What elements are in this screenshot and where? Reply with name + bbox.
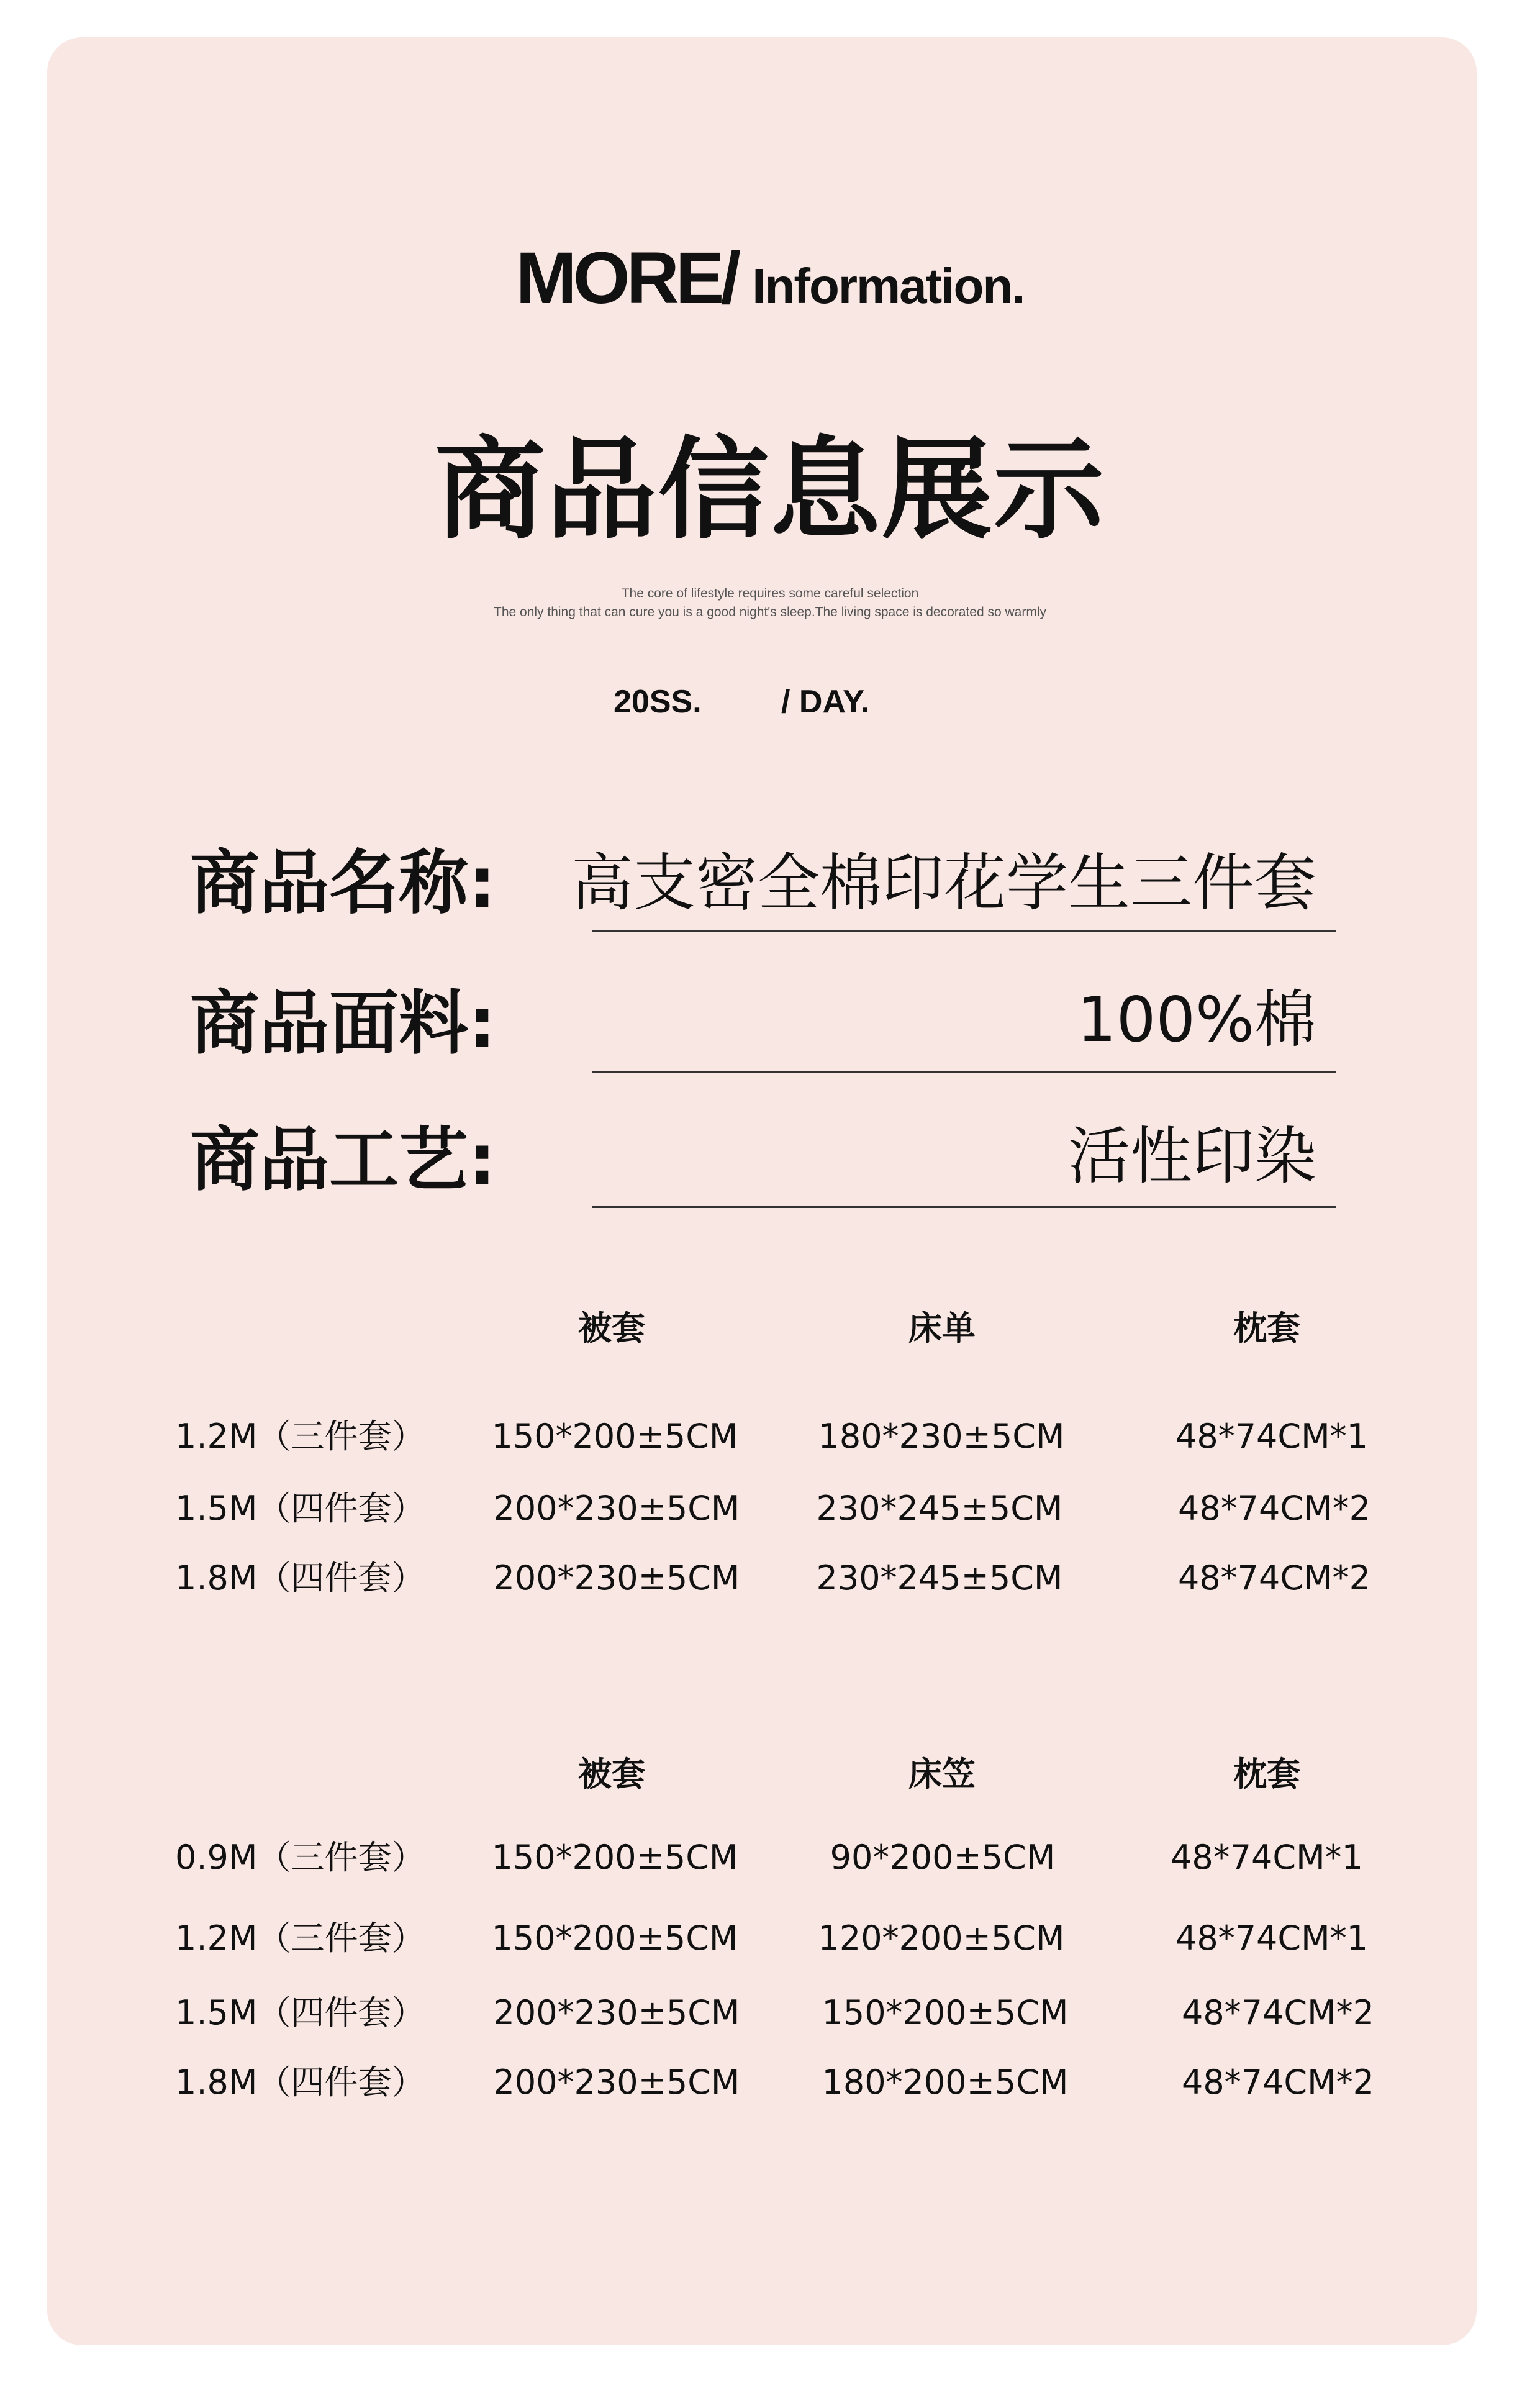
table-cell-duvet: 200*230±5CM xyxy=(493,1489,740,1528)
table-cell-pillow: 48*74CM*2 xyxy=(1177,1558,1371,1597)
table-row-size: 0.9M（三件套） xyxy=(175,1838,425,1877)
tagline-line-2: The only thing that can cure you is a good night's sleep.The living space is decorated so warmly xyxy=(494,605,1046,619)
table-cell-fitted-sheet: 150*200±5CM xyxy=(822,1993,1069,2032)
product-craft-underline xyxy=(592,1206,1336,1208)
page-title: 商品信息展示 xyxy=(435,425,1105,554)
table-header-pillow: 枕套 xyxy=(1233,1309,1300,1348)
product-name-label: 商品名称: xyxy=(190,843,496,924)
table-cell-pillow: 48*74CM*2 xyxy=(1177,1489,1371,1528)
table-cell-fitted-sheet: 90*200±5CM xyxy=(830,1838,1056,1877)
product-name-value: 高支密全棉印花学生三件套 xyxy=(571,847,1316,919)
table-cell-duvet: 200*230±5CM xyxy=(493,1558,740,1597)
product-fabric-label: 商品面料: xyxy=(190,983,496,1064)
table-cell-fitted-sheet: 180*200±5CM xyxy=(822,2063,1069,2102)
product-fabric-value: 100%棉 xyxy=(1077,983,1316,1056)
table-cell-pillow: 48*74CM*2 xyxy=(1181,1993,1375,2032)
table-cell-duvet: 200*230±5CM xyxy=(493,1993,740,2032)
product-craft-label: 商品工艺: xyxy=(190,1120,496,1201)
table-header-duvet: 被套 xyxy=(578,1755,645,1794)
table-header-fitted-sheet: 床笠 xyxy=(908,1755,976,1794)
table-cell-duvet: 200*230±5CM xyxy=(493,2063,740,2102)
product-name-underline xyxy=(592,930,1336,932)
tagline-line-1: The core of lifestyle requires some careful selection xyxy=(621,586,919,601)
more-heading-sub: Information. xyxy=(752,258,1025,314)
table-cell-sheet: 230*245±5CM xyxy=(816,1558,1063,1597)
table-cell-pillow: 48*74CM*1 xyxy=(1170,1838,1364,1877)
table-cell-duvet: 150*200±5CM xyxy=(491,1417,738,1456)
table-row-size: 1.5M（四件套） xyxy=(175,1993,425,2032)
table-cell-pillow: 48*74CM*2 xyxy=(1181,2063,1375,2102)
table-row-size: 1.2M（三件套） xyxy=(175,1417,425,1456)
table-row-size: 1.8M（四件套） xyxy=(175,2063,425,2102)
table-header-pillow: 枕套 xyxy=(1233,1755,1300,1794)
table-cell-fitted-sheet: 120*200±5CM xyxy=(818,1919,1065,1958)
table-cell-sheet: 180*230±5CM xyxy=(818,1417,1065,1456)
table-cell-pillow: 48*74CM*1 xyxy=(1175,1417,1369,1456)
table-header-duvet: 被套 xyxy=(578,1309,645,1348)
table-row-size: 1.2M（三件套） xyxy=(175,1919,425,1958)
more-information-heading xyxy=(0,236,1540,320)
table-cell-duvet: 150*200±5CM xyxy=(491,1838,738,1877)
table-header-sheet: 床单 xyxy=(908,1309,976,1348)
table-row-size: 1.5M（四件套） xyxy=(175,1489,425,1528)
product-fabric-underline xyxy=(592,1071,1336,1073)
table-cell-duvet: 150*200±5CM xyxy=(491,1919,738,1958)
season-label: 20SS. xyxy=(614,684,702,720)
table-row-size: 1.8M（四件套） xyxy=(175,1558,425,1597)
table-cell-pillow: 48*74CM*1 xyxy=(1175,1919,1369,1958)
day-label: / DAY. xyxy=(781,684,870,720)
product-craft-value: 活性印染 xyxy=(1068,1120,1316,1192)
table-cell-sheet: 230*245±5CM xyxy=(816,1489,1063,1528)
more-heading-main: MORE/ xyxy=(515,237,738,319)
